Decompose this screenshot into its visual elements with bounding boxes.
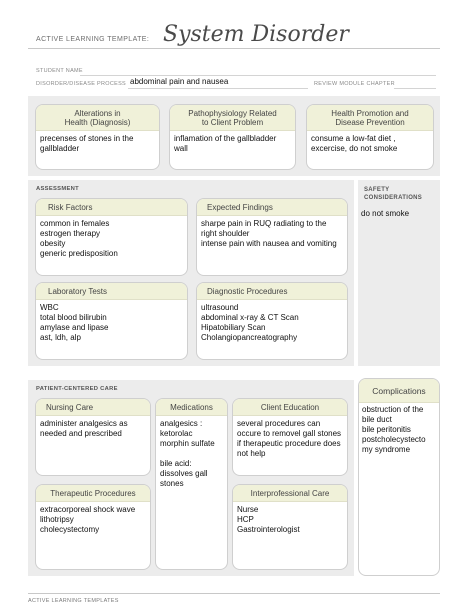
health-promotion-text[interactable]: consume a low-fat diet , excercise, do not smoke: [311, 134, 398, 153]
medications-box: [155, 398, 228, 570]
header-divider: [28, 48, 440, 49]
interprofessional-care-title: Interprofessional Care: [233, 485, 347, 502]
risk-factors-box: [35, 198, 188, 276]
expected-findings-text[interactable]: sharpe pain in RUQ radiating to the right shoulder intense pain with nausea and vomiting: [201, 219, 337, 248]
alterations-in-health-title: Alterations in Health (Diagnosis): [36, 105, 159, 131]
nursing-care-title: Nursing Care: [36, 399, 150, 416]
expected-findings-box: [196, 198, 348, 276]
alterations-in-health-text[interactable]: precenses of stones in the gallbladder: [40, 134, 134, 153]
client-education-box: [232, 398, 348, 476]
health-promotion-title: Health Promotion and Disease Prevention: [307, 105, 433, 131]
review-module-label: REVIEW MODULE CHAPTER: [314, 81, 395, 87]
laboratory-tests-box: [35, 282, 188, 360]
diagnostic-procedures-title: Diagnostic Procedures: [197, 283, 347, 300]
therapeutic-procedures-title: Therapeutic Procedures: [36, 485, 150, 502]
review-module-field[interactable]: [394, 88, 436, 89]
expected-findings-title: Expected Findings: [197, 199, 347, 216]
student-name-field[interactable]: [80, 75, 436, 76]
risk-factors-text[interactable]: common in females estrogen therapy obesity generic predisposition: [40, 219, 118, 258]
complications-title: Complications: [359, 379, 439, 403]
client-education-text[interactable]: several procedures can occure to removel gall stones if therapeutic procedure does not help: [237, 419, 342, 458]
safety-caption: SAFETY CONSIDERATIONS: [364, 187, 423, 201]
safety-value[interactable]: do not smoke: [361, 209, 410, 218]
diagnostic-procedures-box: [196, 282, 348, 360]
disorder-field-line: [128, 88, 308, 89]
complications-box: [358, 378, 440, 576]
risk-factors-title: Risk Factors: [36, 199, 187, 216]
pathophysiology-box: [169, 104, 296, 170]
medications-title: Medications: [156, 399, 227, 416]
patient-care-caption: PATIENT-CENTERED CARE: [36, 386, 118, 392]
pathophysiology-text[interactable]: inflamation of the gallbladder wall: [174, 134, 277, 153]
footer-label: ACTIVE LEARNING TEMPLATES: [28, 598, 119, 604]
health-promotion-box: [306, 104, 434, 170]
therapeutic-procedures-box: [35, 484, 151, 570]
complications-text[interactable]: obstruction of the bile duct bile peritonitis postcholecystecto my syndrome: [362, 405, 426, 454]
safety-panel: [358, 180, 440, 366]
interprofessional-care-text[interactable]: Nurse HCP Gastrointerologist: [237, 505, 300, 534]
alterations-in-health-box: [35, 104, 160, 170]
diagnostic-procedures-text[interactable]: ultrasound abdominal x-ray & CT Scan Hipatobiliary Scan Cholangiopancreatography: [201, 303, 299, 342]
nursing-care-text[interactable]: administer analgesics as needed and prescribed: [40, 419, 128, 438]
medications-text[interactable]: analgesics : ketorolac morphin sulfate bile acid: dissolves gall stones: [160, 419, 215, 488]
laboratory-tests-title: Laboratory Tests: [36, 283, 187, 300]
nursing-care-box: [35, 398, 151, 476]
student-name-label: STUDENT NAME: [36, 68, 83, 74]
template-label: ACTIVE LEARNING TEMPLATE:: [36, 36, 150, 43]
client-education-title: Client Education: [233, 399, 347, 416]
disorder-value[interactable]: abdominal pain and nausea: [130, 77, 229, 86]
footer-divider: [28, 593, 440, 594]
interprofessional-care-box: [232, 484, 348, 570]
disorder-label: DISORDER/DISEASE PROCESS: [36, 81, 127, 87]
page-title: System Disorder: [163, 22, 349, 47]
laboratory-tests-text[interactable]: WBC total blood bilirubin amylase and lipase ast, ldh, alp: [40, 303, 109, 342]
therapeutic-procedures-text[interactable]: extracorporeal shock wave lithotripsy cholecystectomy: [40, 505, 136, 534]
pathophysiology-title: Pathophysiology Related to Client Problem: [170, 105, 295, 131]
assessment-caption: ASSESSMENT: [36, 186, 79, 192]
